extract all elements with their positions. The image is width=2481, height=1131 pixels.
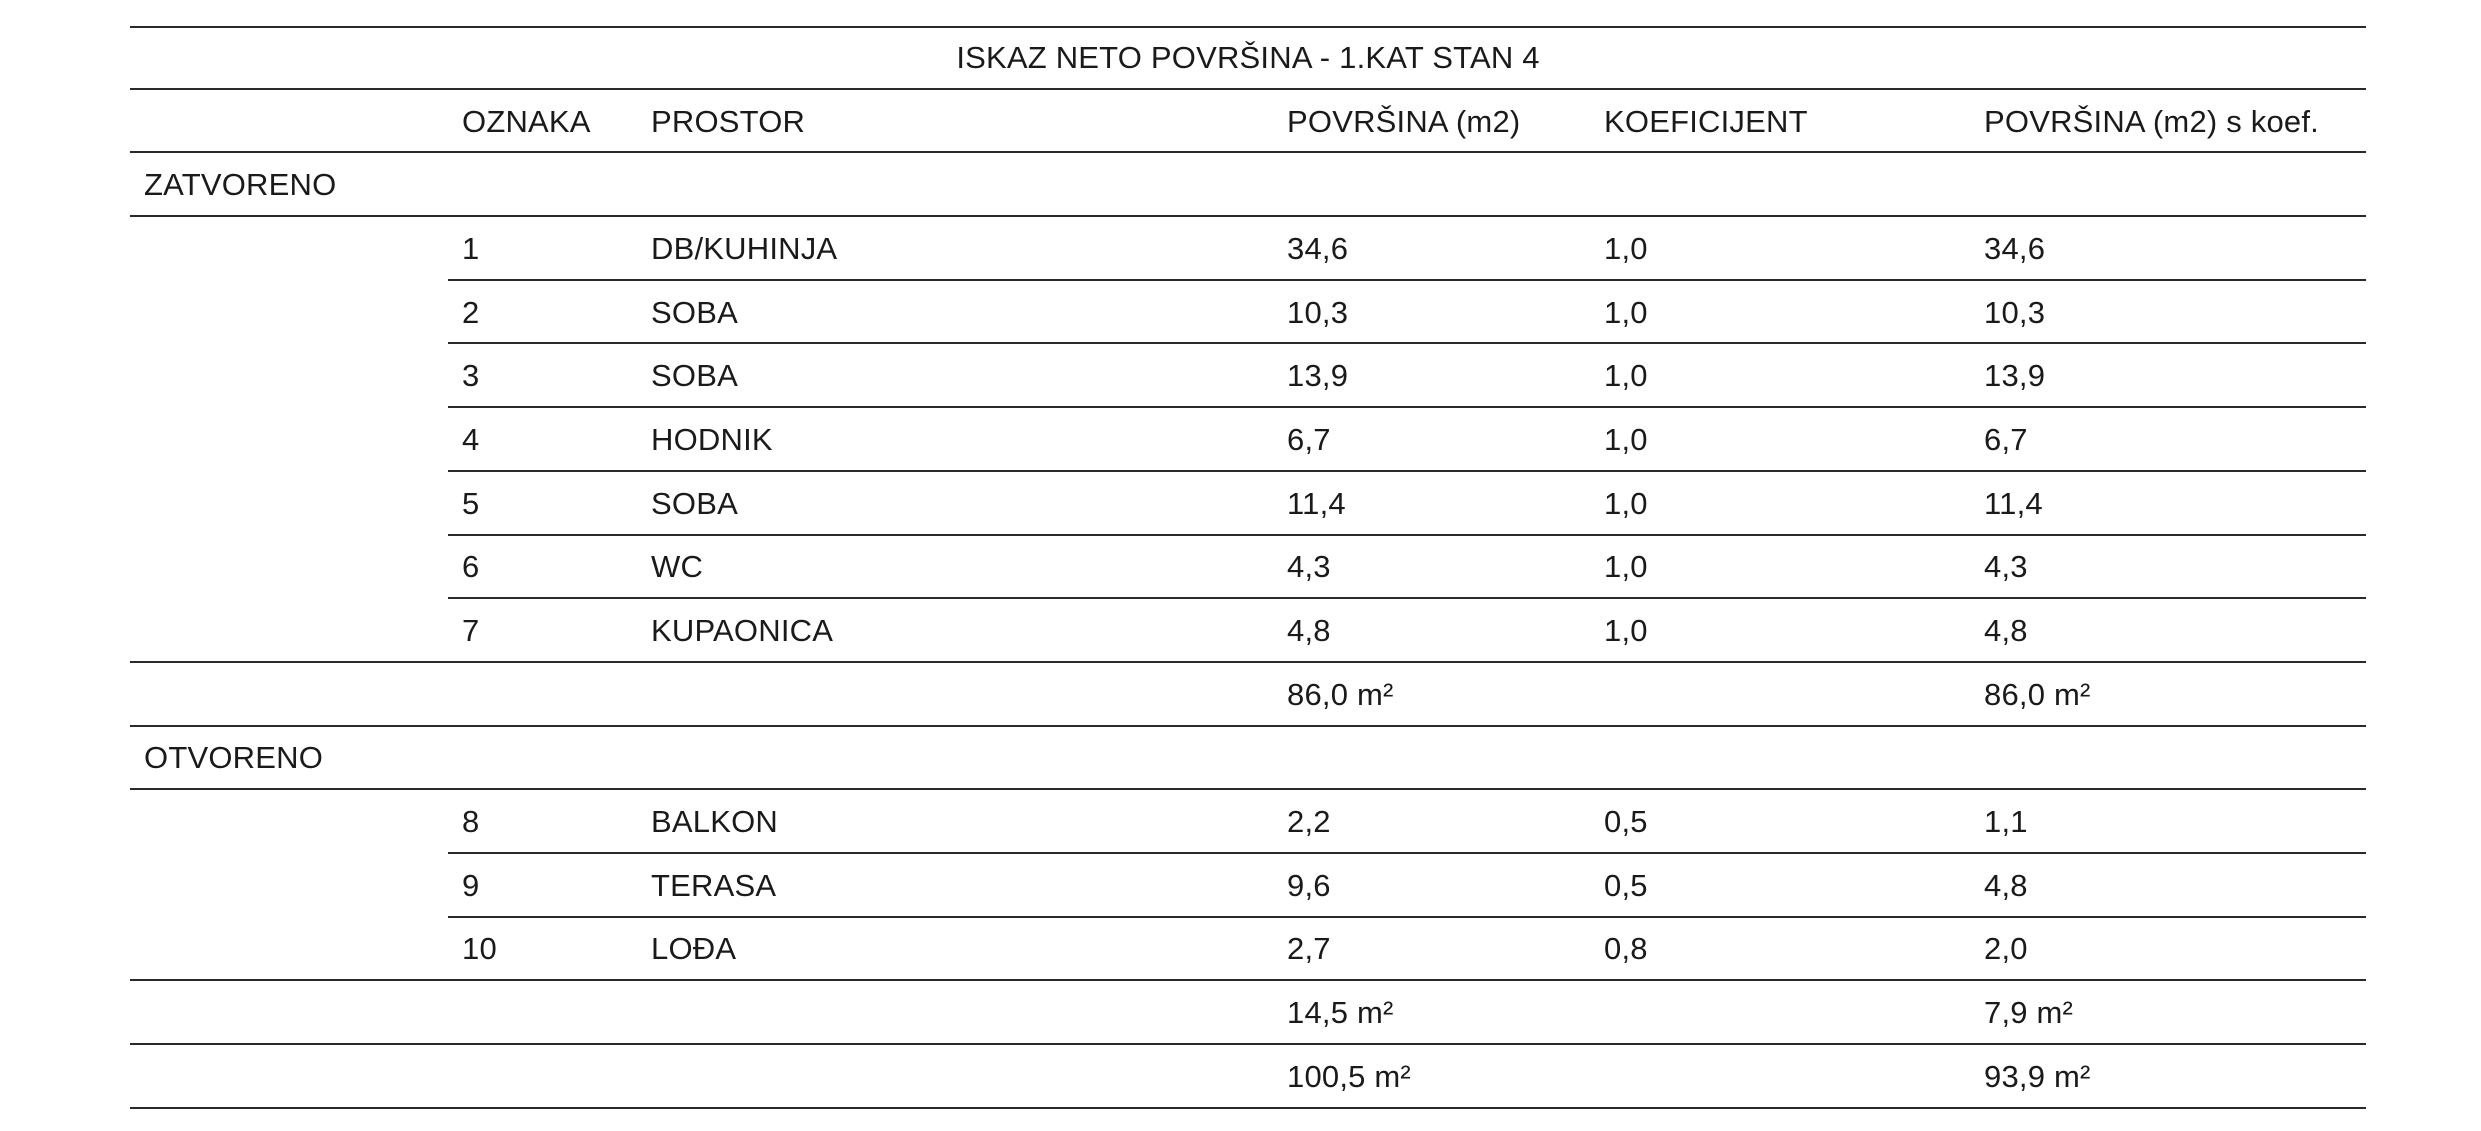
- table-row: [130, 790, 2366, 854]
- table-row: [130, 854, 2366, 918]
- cell-povrsina-koef: 4,3: [1984, 549, 2028, 585]
- subtotal-povrsina-koef: 86,0 m²: [1984, 676, 2091, 712]
- cell-oznaka: 4: [462, 421, 480, 457]
- cell-koeficijent: 0,8: [1604, 931, 1648, 967]
- table-row: [130, 217, 2366, 281]
- section-label-otvoreno: OTVORENO: [144, 740, 324, 776]
- total-povrsina: 100,5 m²: [1287, 1058, 1411, 1094]
- cell-povrsina-koef: 2,0: [1984, 931, 2028, 967]
- cell-prostor: SOBA: [651, 358, 738, 394]
- header-povrsina: POVRŠINA (m2): [1287, 103, 1521, 139]
- section-label-row: [130, 153, 2366, 217]
- table-row: [130, 281, 2366, 345]
- header-povrsina-koef: POVRŠINA (m2) s koef.: [1984, 103, 2319, 139]
- cell-prostor: WC: [651, 549, 704, 585]
- total-povrsina-koef: 93,9 m²: [1984, 1058, 2091, 1094]
- cell-povrsina: 4,8: [1287, 613, 1331, 649]
- cell-povrsina: 4,3: [1287, 549, 1331, 585]
- header-oznaka: OZNAKA: [462, 103, 591, 139]
- header-koeficijent: KOEFICIJENT: [1604, 103, 1808, 139]
- subtotal-povrsina: 86,0 m²: [1287, 676, 1394, 712]
- cell-povrsina-koef: 11,4: [1984, 485, 2043, 521]
- cell-prostor: SOBA: [651, 294, 738, 330]
- table-title-row: [130, 26, 2366, 90]
- table-row: [130, 344, 2366, 408]
- cell-povrsina: 2,2: [1287, 804, 1331, 840]
- cell-koeficijent: 1,0: [1604, 485, 1648, 521]
- cell-povrsina-koef: 1,1: [1984, 804, 2028, 840]
- cell-koeficijent: 1,0: [1604, 294, 1648, 330]
- table-row: [130, 599, 2366, 663]
- table-header-row: [130, 90, 2366, 154]
- cell-povrsina: 6,7: [1287, 421, 1331, 457]
- cell-prostor: TERASA: [651, 867, 777, 903]
- cell-oznaka: 8: [462, 804, 480, 840]
- cell-povrsina-koef: 10,3: [1984, 294, 2046, 330]
- cell-koeficijent: 1,0: [1604, 230, 1648, 266]
- subtotal-povrsina: 14,5 m²: [1287, 995, 1394, 1031]
- cell-prostor: HODNIK: [651, 421, 773, 457]
- subtotal-povrsina-koef: 7,9 m²: [1984, 995, 2074, 1031]
- section-label-row: [130, 727, 2366, 791]
- cell-povrsina-koef: 34,6: [1984, 230, 2046, 266]
- cell-povrsina-koef: 6,7: [1984, 421, 2028, 457]
- subtotal-row-otvoreno: [130, 981, 2366, 1045]
- cell-oznaka: 10: [462, 931, 497, 967]
- cell-prostor: LOĐA: [651, 931, 737, 967]
- cell-povrsina: 2,7: [1287, 931, 1331, 967]
- cell-koeficijent: 1,0: [1604, 358, 1648, 394]
- cell-oznaka: 6: [462, 549, 480, 585]
- section-label-zatvoreno: ZATVORENO: [144, 167, 337, 203]
- cell-prostor: SOBA: [651, 485, 738, 521]
- cell-oznaka: 9: [462, 867, 480, 903]
- table-row: [130, 408, 2366, 472]
- cell-oznaka: 2: [462, 294, 480, 330]
- table-row: [130, 918, 2366, 982]
- cell-prostor: DB/KUHINJA: [651, 230, 838, 266]
- cell-koeficijent: 0,5: [1604, 804, 1648, 840]
- cell-povrsina-koef: 4,8: [1984, 613, 2028, 649]
- cell-koeficijent: 0,5: [1604, 867, 1648, 903]
- table-row: [130, 536, 2366, 600]
- subtotal-row-zatvoreno: [130, 663, 2366, 727]
- cell-oznaka: 3: [462, 358, 480, 394]
- cell-oznaka: 1: [462, 230, 480, 266]
- cell-oznaka: 7: [462, 613, 480, 649]
- cell-povrsina: 34,6: [1287, 230, 1349, 266]
- cell-povrsina: 11,4: [1287, 485, 1346, 521]
- cell-povrsina-koef: 13,9: [1984, 358, 2046, 394]
- cell-koeficijent: 1,0: [1604, 549, 1648, 585]
- cell-povrsina-koef: 4,8: [1984, 867, 2028, 903]
- cell-koeficijent: 1,0: [1604, 613, 1648, 649]
- area-table: [130, 26, 2366, 1109]
- cell-povrsina: 9,6: [1287, 867, 1331, 903]
- cell-povrsina: 13,9: [1287, 358, 1349, 394]
- cell-koeficijent: 1,0: [1604, 421, 1648, 457]
- table-title: ISKAZ NETO POVRŠINA - 1.KAT STAN 4: [956, 39, 1540, 75]
- cell-prostor: KUPAONICA: [651, 613, 834, 649]
- cell-povrsina: 10,3: [1287, 294, 1349, 330]
- cell-prostor: BALKON: [651, 804, 778, 840]
- total-row: [130, 1045, 2366, 1109]
- cell-oznaka: 5: [462, 485, 480, 521]
- table-row: [130, 472, 2366, 536]
- header-prostor: PROSTOR: [651, 103, 806, 139]
